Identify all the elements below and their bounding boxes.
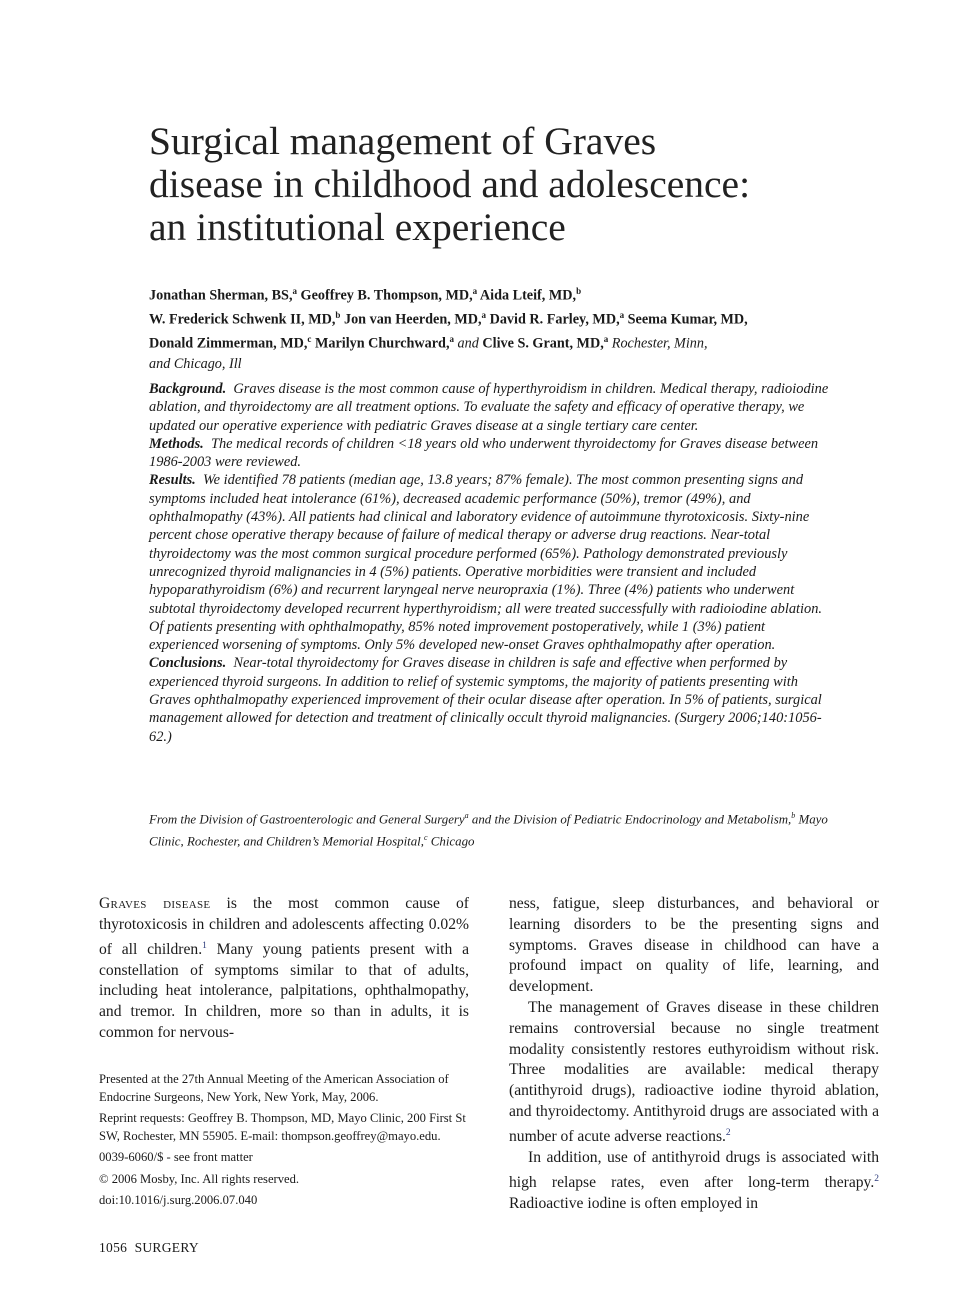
author: Clive S. Grant, MD,	[482, 336, 604, 353]
author: Geoffrey B. Thompson, MD,	[300, 287, 473, 304]
abstract	[149, 380, 834, 746]
body-paragraph	[99, 894, 469, 1044]
body-paragraph	[509, 998, 879, 1148]
body-text: Radioactive iodine is often employed in	[509, 1194, 759, 1212]
affiliation-mark: b	[791, 811, 796, 820]
note-issn: 0039-6060/$ - see front matter	[99, 1150, 253, 1164]
abstract-heading: Conclusions.	[149, 655, 227, 672]
affiliations	[149, 807, 829, 851]
affiliation-text: From the Division of Gastroenterologic and General Surgery	[149, 812, 465, 827]
author-conjunction: and	[457, 336, 479, 353]
author-affil-mark: a	[449, 334, 454, 345]
reference-link[interactable]: 2	[874, 1173, 879, 1184]
author-affil-mark: a	[292, 286, 297, 296]
abstract-background	[149, 380, 834, 435]
page-footer	[99, 1240, 199, 1256]
abstract-text: We identified 78 patients (median age, 13.8 years; 87% female). The most common presenting signs and symptoms included heat intolerance (61%), decreased academic performance (50%), tremor (49%), and ophthalmopathy (43%). All patients had clinical and laboratory evidence of autoimmune thyrotoxicosis. Sixty-nine percent chose operative therapy because of failure of medical therapy or adverse drug reactions. Near-total thyroidectomy was the most common surgical procedure performed (65%). Pathology demonstrated previously unrecognized thyroid malignancies in 4 (5%) patients. Operative morbidities were transient and included hypoparathyroidism (6%) and recurrent laryngeal nerve neuropraxia (1%). Three (4%) patients who underwent subtotal thyroidectomy developed recurrent hyperthyroidism; all were treated successfully with radioiodine ablation. Of patients presenting with ophthalmopathy, 85% noted improvement postoperatively, while 1 (3%) patient experienced worsening of symptoms. Only 5% developed new-onset Graves ophthalmopathy after operation.	[149, 472, 823, 654]
author-affil-mark: a	[619, 310, 625, 321]
page-number: 1056	[99, 1240, 128, 1255]
author: David R. Farley, MD,	[489, 311, 620, 328]
affiliation-mark: a	[464, 811, 469, 820]
author-affil-mark: b	[335, 310, 341, 321]
body-paragraph: ness, fatigue, sleep disturbances, and behavioral or learning disorders to be the presenting signs and symptoms. Graves disease in childhood can have a profound impact on quality of life, learning, and development.	[509, 895, 879, 996]
body-text: is the most common cause of thyrotoxicosis in children and adolescents affecting 0.02% of all children.	[99, 895, 470, 958]
abstract-text: Near-total thyroidectomy for Graves disease in children is safe and effective when performed by experienced thyroid surgeons. In addition to relief of systemic symptoms, the majority of patients presenting with Graves ophthalmopathy experienced improvement of their ocular disease after operation. In 5% of patients, surgical management allowed for detection and treatment of clinically occult thyroid malignancies. (Surgery 2006;140:1056-62.)	[149, 655, 822, 745]
author-list	[149, 282, 839, 374]
affiliation-text: Chicago	[427, 834, 475, 849]
body-text: The management of Graves disease in these children remains controversial because no single treatment modality consistently restores euthyroidism without risk. Three modalities are available: medical therapy (antithyroid drugs), radioactive iodine thyroid ablation, and thyroidectomy. Antithyroid drugs are associated with a number of acute adverse reactions.	[509, 998, 879, 1145]
author-affil-mark: a	[472, 286, 478, 296]
title-line-3: an institutional experience	[149, 205, 566, 249]
abstract-heading: Methods.	[149, 435, 204, 452]
abstract-results	[149, 471, 834, 654]
reference-link[interactable]: 2	[725, 1127, 731, 1138]
abstract-methods	[149, 435, 834, 472]
footnotes	[99, 1071, 469, 1214]
article-title	[149, 120, 869, 249]
abstract-heading: Background.	[149, 381, 227, 397]
author-affil-mark: a	[481, 310, 487, 321]
abstract-text: The medical records of children <18 years old who underwent thyroidectomy for Graves disease between 1986-2003 were reviewed.	[149, 435, 819, 471]
body-column-right	[509, 894, 879, 1214]
body-text: Many young patients present with a constellation of symptoms similar to that of adults, including heat intolerance, palpitations, ophthalmopathy, and tremor. In children, more so than in adults, it is common for nervous-	[99, 940, 469, 1041]
body-paragraph	[509, 1148, 879, 1215]
journal-name: SURGERY	[134, 1240, 199, 1255]
reference-link[interactable]: 1	[202, 940, 207, 951]
author-location: and Chicago, Ill	[149, 355, 242, 372]
body-column-left	[99, 894, 469, 1044]
note-copyright: © 2006 Mosby, Inc. All rights reserved.	[99, 1171, 300, 1186]
abstract-text: Graves disease is the most common cause of hyperthyroidism in children. Medical therapy, radioiodine ablation, and thyroidectomy are all treatment options. To evaluate the safety and efficacy of operative therapy, we updated our operative experience with pediatric Graves disease at a single tertiary care center.	[149, 381, 829, 434]
title-line-1: Surgical management of Graves	[149, 119, 657, 163]
author-affil-mark: b	[576, 286, 582, 296]
affiliation-mark: c	[424, 832, 428, 842]
author: Donald Zimmerman, MD,	[149, 336, 308, 353]
affiliation-text: and the Division of Pediatric Endocrinology and Metabolism,	[468, 812, 792, 827]
note-doi: doi:10.1016/j.surg.2006.07.040	[99, 1193, 258, 1207]
note-presented: Presented at the 27th Annual Meeting of the American Association of Endocrine Surgeons, New York, New York, May, 2006.	[99, 1072, 449, 1104]
author: Marilyn Churchward,	[314, 336, 450, 353]
affiliation-text: Mayo Clinic, Rochester, and Children’s Memorial Hospital,	[149, 812, 828, 849]
author: Jon van Heerden, MD,	[343, 311, 482, 328]
abstract-conclusions	[149, 654, 834, 745]
title-line-2: disease in childhood and adolescence:	[149, 162, 751, 206]
author-affil-mark: a	[603, 334, 609, 345]
note-reprint: Reprint requests: Geoffrey B. Thompson, MD, Mayo Clinic, 200 First St SW, Rochester, MN 55905. E-mail: thompson.geoffrey@mayo.edu.	[99, 1111, 466, 1143]
author: Seema Kumar, MD,	[627, 311, 748, 328]
author: W. Frederick Schwenk II, MD,	[149, 311, 336, 328]
author-affil-mark: c	[307, 334, 312, 345]
author: Jonathan Sherman, BS,	[149, 287, 293, 304]
body-text: In addition, use of antithyroid drugs is associated with high relapse rates, even after long-term therapy.	[509, 1148, 879, 1191]
author-location: Rochester, Minn,	[611, 336, 708, 353]
abstract-heading: Results.	[149, 472, 196, 489]
lead-in-small-caps: Graves disease	[99, 895, 211, 912]
author: Aida Lteif, MD,	[479, 287, 577, 304]
